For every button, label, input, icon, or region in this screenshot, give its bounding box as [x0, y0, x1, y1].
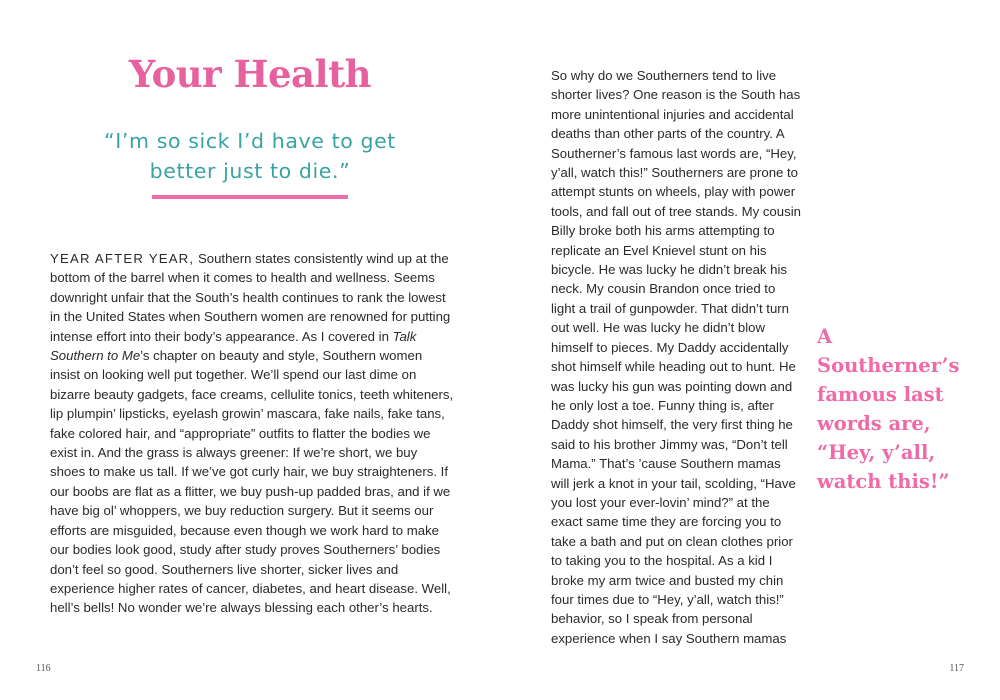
- right-page: [500, 0, 1000, 700]
- pull-quote: A Southerner’s famous last words are, “Hey, y’all, watch this!”: [817, 325, 960, 493]
- body-text-right: So why do we Southerners tend to live shorter lives? One reason is the South has more unintentional injuries and accidental deaths than other parts of the country. A Southerner’s famous last words are, “Hey, y’all, watch this!” Southerners are prone to attempt stunts on wheels, play with power tools, and fall out of tree stands. My cousin Billy broke both his arms attempting to replicate an Evel Knievel stunt on his bicycle. He was lucky he didn’t break his neck. My cousin Brandon once tried to light a trail of gunpowder. That didn’t turn out well. He was lucky he didn’t blow himself to pieces. My Daddy accidentally shot himself while heading out to hunt. He was lucky his gun was pointing down and he only lost a toe. Funny thing is, after Daddy shot himself, the very first thing he said to his brother Jimmy was, “Don’t tell Mama.” That’s ’cause Southern mamas will jerk a knot in your tail, scolding, “Have you lost your ever-lovin’ mind?” at the exact same time they are forcing you to take a bath and put on clean clothes prior to taking you to the hospital. As a kid I broke my arm twice and busted my chin four times due to “Hey, y’all, watch this!” behavior, so I speak from personal experience when I say Southern mamas: [551, 68, 801, 646]
- page-number-left: 116: [36, 663, 51, 674]
- body-text-part2: ’s chapter on beauty and style, Southern women insist on looking well put together. We’ll spend our last dime on bizarre beauty gadgets, face creams, cellulite tonics, teeth whiteners, lip plumpin’ lipsticks, eyelash growin’ mascara, fake nails, fake tans, fake colored hair, and “appropriate” outfits to flatter the bodies we exist in. And the grass is always greener: If we’re short, we buy shoes to make us tall. If we’ve got curly hair, we buy straighteners. If our boobs are flat as a flitter, we buy push-up padded bras, and if we have big ol’ whoppers, we buy reduction surgery. But it seems our efforts are misguided, because even though we work hard to make our bodies look good, study after study proves Southerners’ bodies don’t feel so good. Southerners live shorter, sicker lives and experience higher rates of cancer, diabetes, and heart disease. Well, hell’s bells! No wonder we’re always blessing each other’s hearts.: [50, 348, 454, 616]
- page-number-right: 117: [949, 663, 964, 674]
- body-lead-in: YEAR AFTER YEAR,: [50, 251, 195, 266]
- decorative-rule: [152, 195, 348, 199]
- book-title-reference: Talk Southern to Me: [50, 328, 417, 364]
- body-text-left: [50, 249, 455, 618]
- epigraph-quote: “I’m so sick I’d have to get better just to die.”: [104, 129, 396, 183]
- chapter-title: Your Health: [128, 52, 372, 96]
- body-text-part1: Southern states consistently wind up at the bottom of the barrel when it comes to health and wellness. Seems downright unfair that the South’s health continues to rank the lowest in the United States when Southern women are renowned for putting intense effort into their body’s appearance. As I covered in: [50, 251, 451, 344]
